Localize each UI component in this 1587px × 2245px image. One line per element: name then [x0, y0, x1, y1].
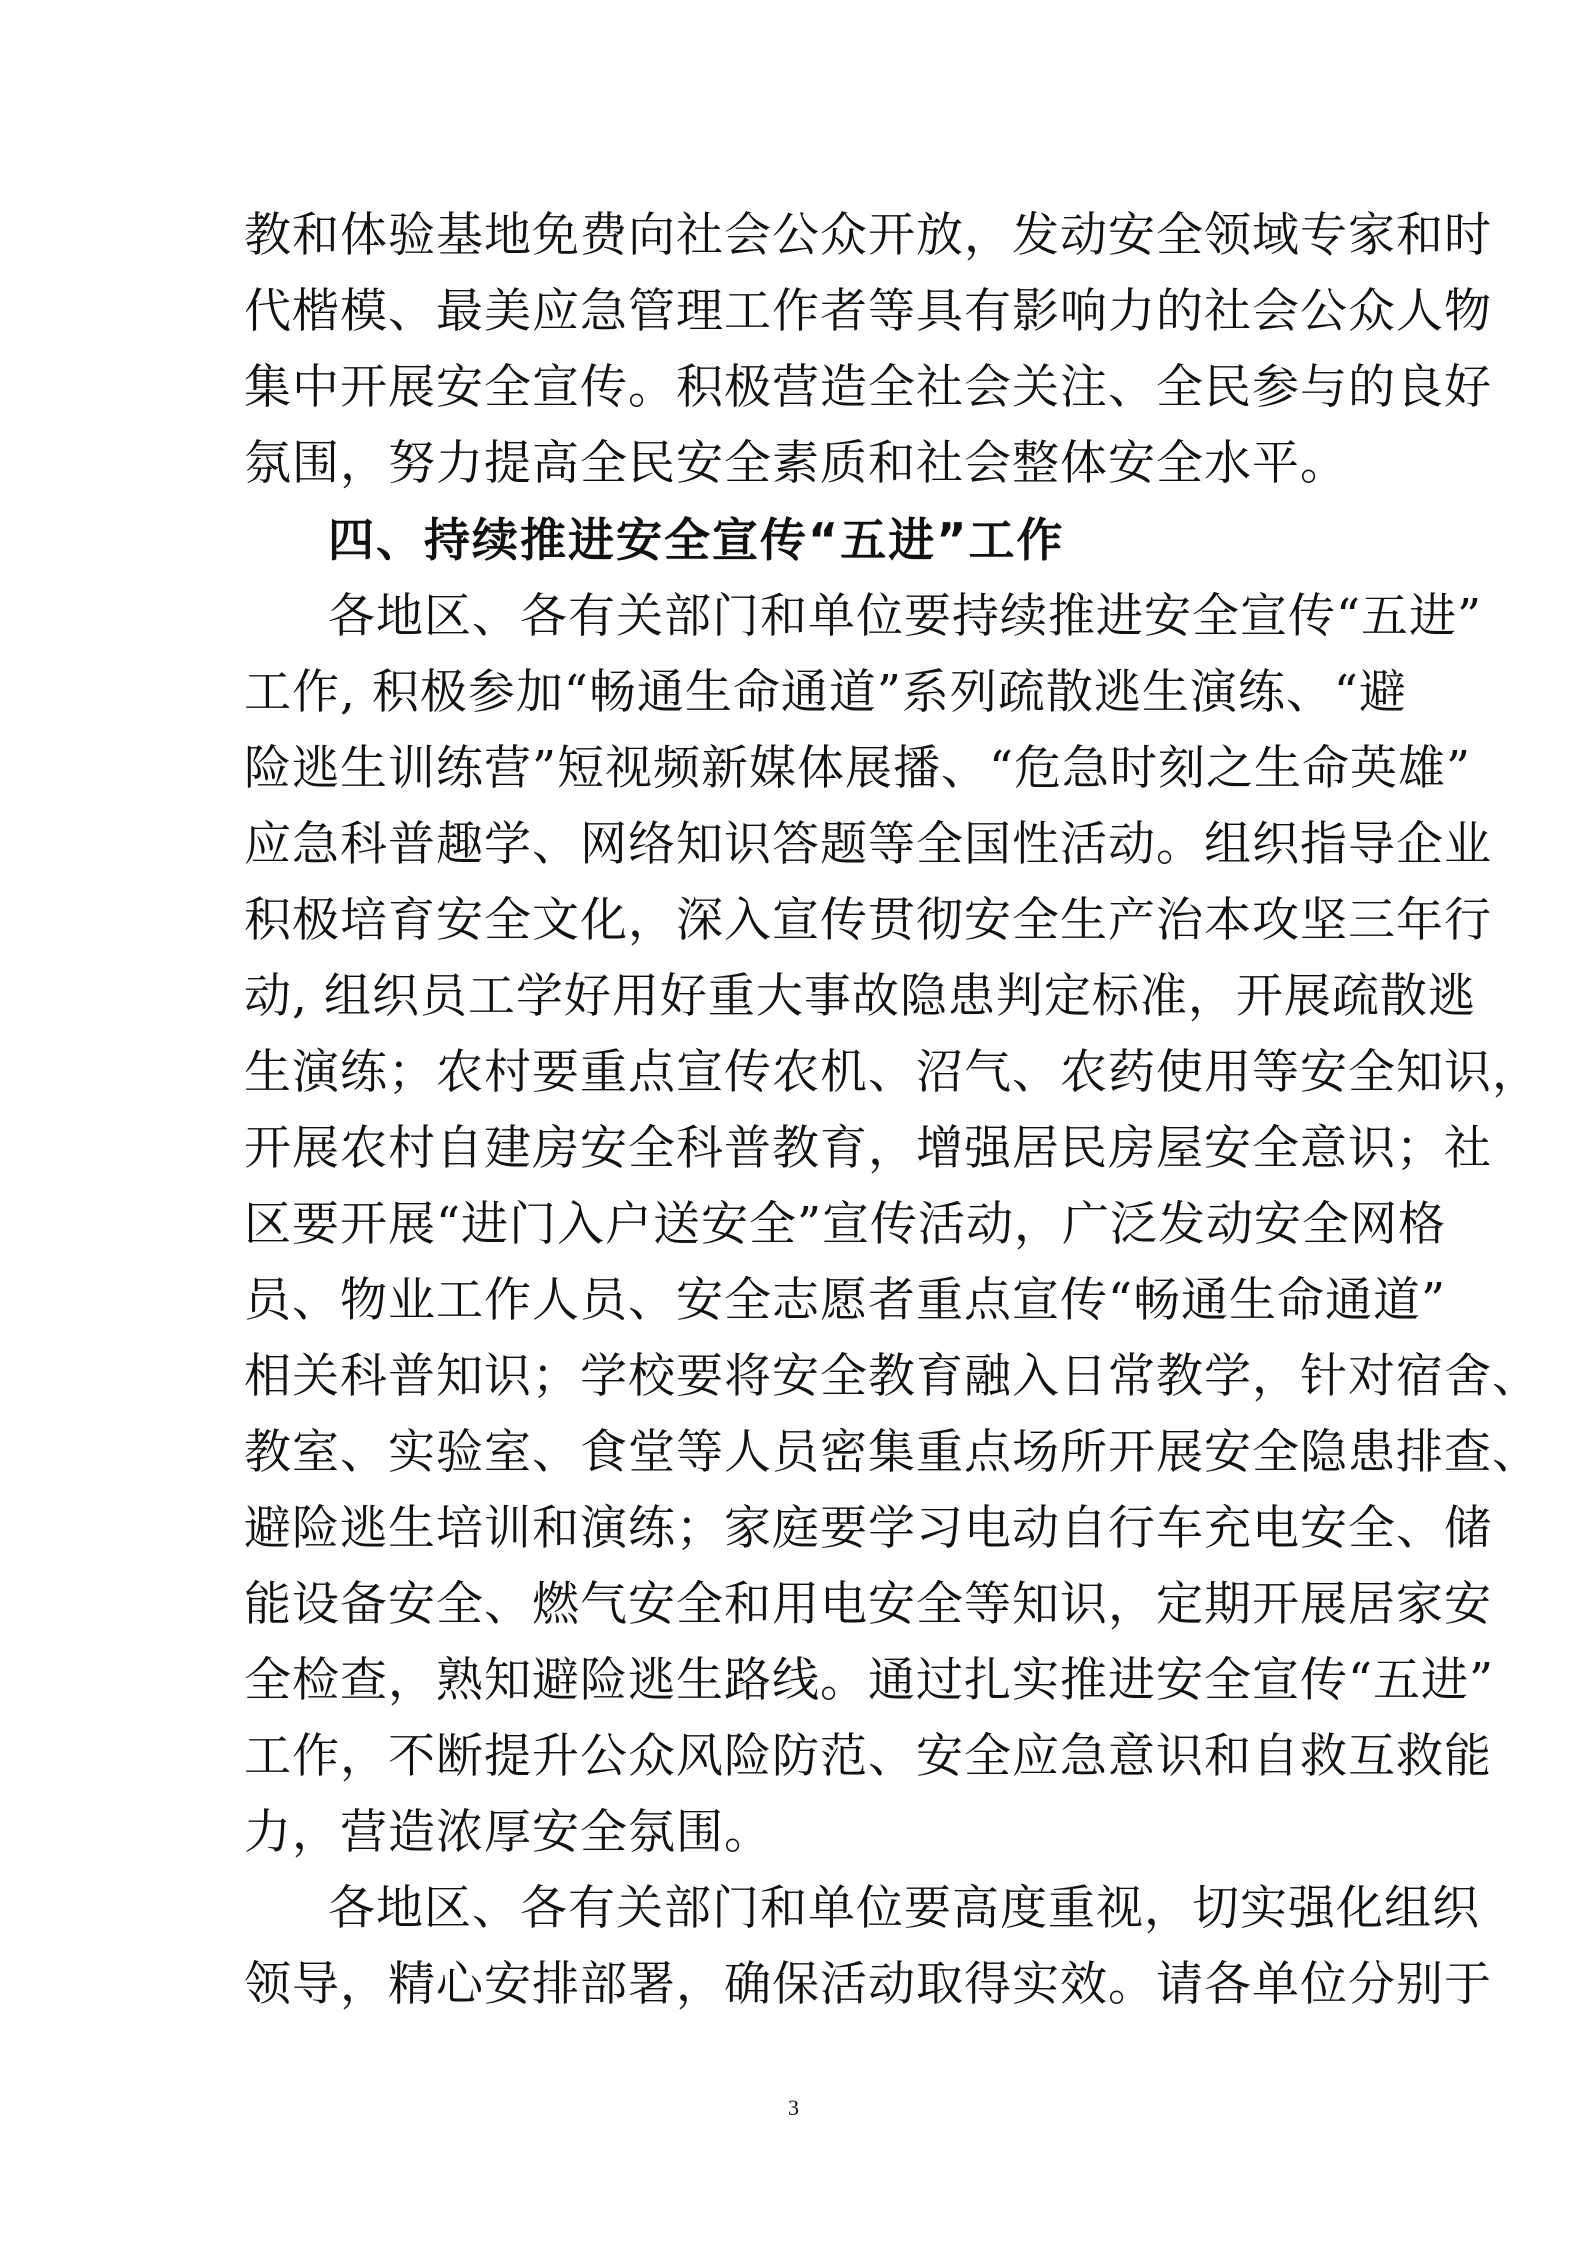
paragraph-line: 生演练；农村要重点宣传农机、沼气、农药使用等安全知识，	[244, 1045, 1540, 1100]
paragraph-line: 各地区、各有关部门和单位要持续推进安全宣传“五进”	[328, 589, 1483, 644]
page-number: 3	[788, 2095, 799, 2120]
paragraph-line: 工作, 积极参加“畅通生命通道”系列疏散逃生演练、“避	[244, 665, 1407, 720]
section-heading: 四、持续推进安全宣传“五进”工作	[328, 513, 1065, 567]
paragraph-line: 领导，精心安排部署，确保活动取得实效。请各单位分别于	[244, 1957, 1492, 2012]
paragraph-line: 员、物业工作人员、安全志愿者重点宣传“畅通生命通道”	[244, 1273, 1447, 1328]
paragraph-line: 教室、实验室、食堂等人员密集重点场所开展安全隐患排查、	[244, 1425, 1540, 1480]
paragraph-line: 代楷模、最美应急管理工作者等具有影响力的社会公众人物	[244, 284, 1492, 339]
paragraph-line: 开展农村自建房安全科普教育，增强居民房屋安全意识；社	[244, 1121, 1492, 1176]
paragraph-line: 各地区、各有关部门和单位要高度重视，切实强化组织	[328, 1881, 1480, 1936]
paragraph-line: 教和体验基地免费向社会公众开放，发动安全领域专家和时	[244, 208, 1492, 263]
paragraph-line: 应急科普趣学、网络知识答题等全国性活动。组织指导企业	[244, 817, 1492, 872]
paragraph-line: 动, 组织员工学好用好重大事故隐患判定标准，开展疏散逃	[244, 969, 1476, 1024]
paragraph-line: 区要开展“进门入户送安全”宣传活动，广泛发动安全网格	[244, 1197, 1447, 1252]
paragraph-line: 避险逃生培训和演练；家庭要学习电动自行车充电安全、储	[244, 1501, 1492, 1556]
paragraph-line: 能设备安全、燃气安全和用电安全等知识，定期开展居家安	[244, 1577, 1492, 1632]
paragraph-line: 险逃生训练营”短视频新媒体展播、“危急时刻之生命英雄”	[244, 741, 1472, 796]
paragraph-line: 相关科普知识；学校要将安全教育融入日常教学，针对宿舍、	[244, 1349, 1540, 1404]
paragraph-line: 力，营造浓厚安全氛围。	[244, 1805, 772, 1860]
paragraph-line: 全检查，熟知避险逃生路线。通过扎实推进安全宣传“五进”	[244, 1653, 1495, 1708]
paragraph-line: 工作，不断提升公众风险防范、安全应急意识和自救互救能	[244, 1729, 1492, 1784]
paragraph-line: 积极培育安全文化，深入宣传贯彻安全生产治本攻坚三年行	[244, 893, 1492, 948]
paragraph-line: 集中开展安全宣传。积极营造全社会关注、全民参与的良好	[244, 360, 1492, 415]
paragraph-line: 氛围，努力提高全民安全素质和社会整体安全水平。	[244, 436, 1348, 491]
